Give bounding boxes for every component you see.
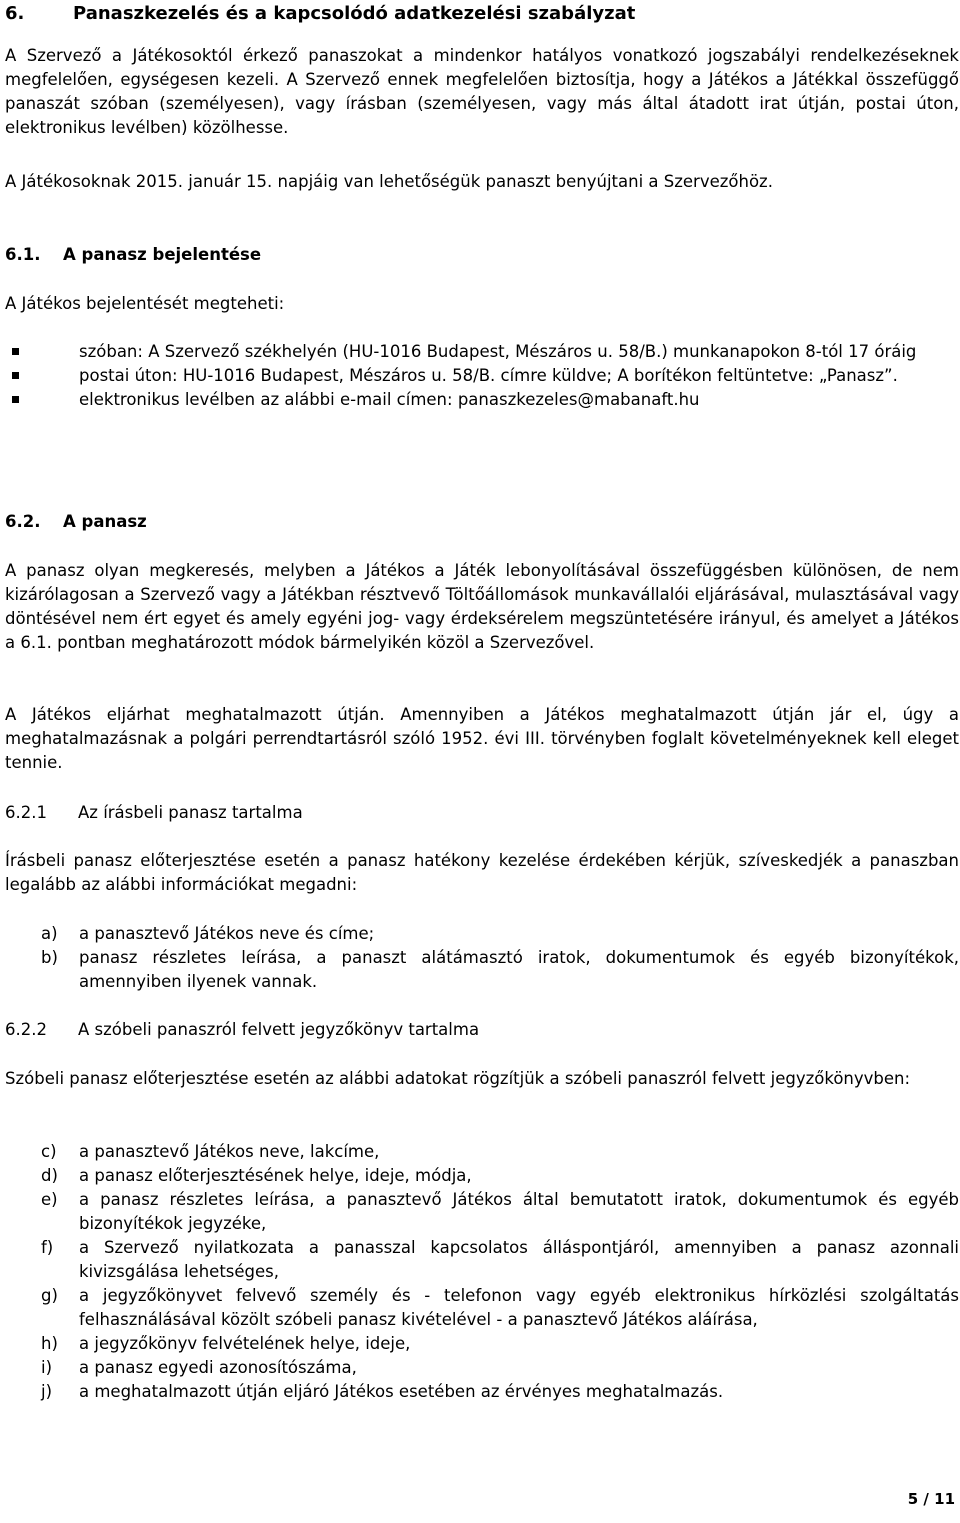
written-complaint-lead: Írásbeli panasz előterjesztése esetén a panasz hatékony kezelése érdekében kérjük, szíveskedjék a panaszban legalább az alábbi információkat megadni: <box>5 851 959 894</box>
list-item: d) a panasz előterjesztésének helye, ideje, módja, <box>41 1166 472 1185</box>
subsection-6-2-heading <box>5 510 959 534</box>
written-complaint-items <box>5 922 959 994</box>
subsection-6-1-heading <box>5 243 959 267</box>
subsection-number: 6.2.1 <box>5 803 47 822</box>
deadline-paragraph: A Játékosoknak 2015. január 15. napjáig van lehetőségük panaszt benyújtani a Szervezőhöz. <box>5 172 773 191</box>
list-item: e) a panasz részletes leírása, a panasztevő Játékos által bemutatott iratok, dokumentumok és egyéb bizonyítékok jegyzéke, <box>41 1190 959 1233</box>
section-title: Panaszkezelés és a kapcsolódó adatkezelési szabályzat <box>73 3 636 24</box>
bullet-square-icon <box>12 348 19 355</box>
subsection-title: A panasz bejelentése <box>63 245 262 264</box>
subsection-title: Az írásbeli panasz tartalma <box>78 803 303 822</box>
subsection-6-2-1-heading <box>5 801 959 825</box>
bullet-square-icon <box>12 396 19 403</box>
list-item: j) a meghatalmazott útján eljáró Játékos esetében az érvényes meghatalmazás. <box>41 1382 724 1401</box>
proxy-paragraph: A Játékos eljárhat meghatalmazott útján. Amennyiben a Játékos meghatalmazott útján jár el, úgy a meghatalmazásnak a polgári perrendtartásról szóló 1952. évi III. törvényben foglalt követelményeknek kell eleget tennie. <box>5 705 959 772</box>
list-item: f) a Szervező nyilatkozata a panasszal kapcsolatos álláspontjáról, amennyiben a panasz azonnali kivizsgálása lehetséges, <box>41 1238 959 1281</box>
subsection-6-2-2-heading <box>5 1018 959 1042</box>
list-item: c) a panasztevő Játékos neve, lakcíme, <box>41 1142 380 1161</box>
list-item: elektronikus levélben az alábbi e-mail címen: panaszkezeles@mabanaft.hu <box>5 388 959 412</box>
list-item: i) a panasz egyedi azonosítószáma, <box>41 1358 357 1377</box>
subsection-number: 6.2. <box>5 512 41 531</box>
subsection-number: 6.2.2 <box>5 1020 47 1039</box>
submission-methods-list <box>5 340 959 412</box>
page-number: 5 / 11 <box>907 1490 955 1508</box>
subsection-number: 6.1. <box>5 245 41 264</box>
subsection-title: A panasz <box>63 512 147 531</box>
complaint-definition-paragraph: A panasz olyan megkeresés, melyben a Játékos a Játék lebonyolításával összefüggésben különösen, de nem kizárólagosan a Szervező vagy a Játékban résztvevő Töltőállomások munkavállalói eljárásával, mulasztásával vagy döntésével nem ért egyet és amely egyéni jog- vagy érdeksérelem megszüntetésére irányul, és amelyet a Játékos a 6.1. pontban meghatározott módok bármelyikén közöl a Szervezővel. <box>5 561 959 652</box>
list-item: a) a panasztevő Játékos neve és címe; <box>41 924 375 943</box>
bullet-square-icon <box>12 372 19 379</box>
section-number: 6. <box>5 3 25 24</box>
oral-complaint-lead: Szóbeli panasz előterjesztése esetén az alábbi adatokat rögzítjük a szóbeli panaszról felvett jegyzőkönyvben: <box>5 1069 911 1088</box>
list-item: h) a jegyzőkönyv felvételének helye, ideje, <box>41 1334 411 1353</box>
list-item: szóban: A Szervező székhelyén (HU-1016 Budapest, Mészáros u. 58/B.) munkanapokon 8-tól 17 óráig <box>5 340 959 364</box>
subsection-6-1-lead: A Játékos bejelentését megteheti: <box>5 294 285 313</box>
list-item: g) a jegyzőkönyvet felvevő személy és - telefonon vagy egyéb elektronikus hírközlési szolgáltatás felhasználásával közölt szóbeli panasz kivételével - a panasztevő Játékos aláírása, <box>41 1286 959 1329</box>
oral-complaint-items <box>5 1140 959 1404</box>
subsection-title: A szóbeli panaszról felvett jegyzőkönyv tartalma <box>78 1020 480 1039</box>
list-item: b) panasz részletes leírása, a panaszt alátámasztó iratok, dokumentumok és egyéb bizonyítékok, amennyiben ilyenek vannak. <box>41 948 959 991</box>
intro-paragraph: A Szervező a Játékosoktól érkező panaszokat a mindenkor hatályos vonatkozó jogszabályi rendelkezéseknek megfelelően, egységesen kezeli. A Szervező ennek megfelelően biztosítja, hogy a Játékos a Játékkal összefüggő panaszát szóban (személyesen), vagy írásban (személyesen, vagy más által átadott irat útján, postai úton, elektronikus levélben) közölhesse. <box>5 46 959 137</box>
section-heading <box>5 2 959 26</box>
list-item: postai úton: HU-1016 Budapest, Mészáros u. 58/B. címre küldve; A borítékon feltüntetve: „Panasz”. <box>5 364 959 388</box>
